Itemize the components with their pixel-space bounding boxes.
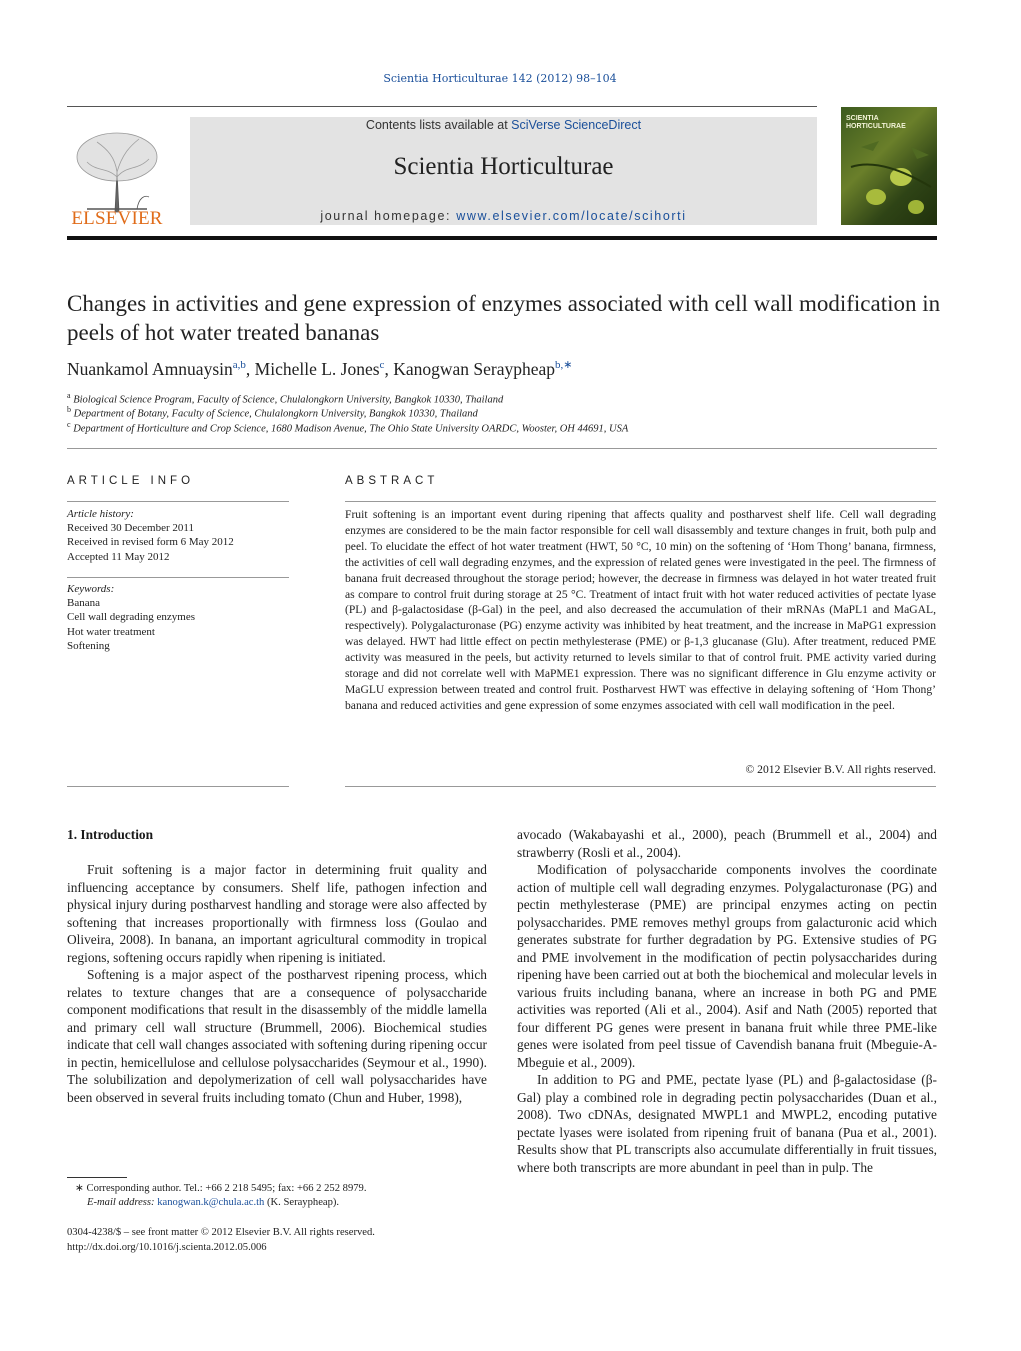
article-info-divider — [67, 501, 289, 502]
cover-title-line2: HORTICULTURAE — [846, 123, 906, 130]
article-title: Changes in activities and gene expression of enzymes associated with cell wall modification in peels of hot water treated bananas — [67, 291, 941, 345]
history-label: Article history: — [67, 508, 134, 520]
author-affil-marker[interactable]: a,b — [232, 359, 246, 371]
abstract-bottom-rule — [345, 786, 936, 787]
footnote-rule — [67, 1177, 127, 1178]
author-name[interactable]: Michelle L. Jones — [254, 358, 380, 379]
introduction-heading: 1. Introduction — [67, 827, 154, 842]
corresponding-author-note: ∗ Corresponding author. Tel.: +66 2 218 5495; fax: +66 2 252 8979. — [75, 1183, 367, 1194]
header-thick-rule — [67, 236, 937, 240]
intro-paragraph: Softening is a major aspect of the postharvest ripening process, which relates to texture changes that are a consequence of polysaccharide component modifications that result in the disassembly of the middle lamella and primary cell wall structure (Brummell, 2006). Biochemical studies indicate that cell wall changes associated with softening during ripening occur in pectin, hemicellulose and cellulose polysaccharides (Seymour et al., 1990). The solubilization and depolymerization of cell wall polysaccharides have been observed in several fruits including tomato (Chun and Huber, 1998), — [67, 967, 487, 1105]
abstract-divider — [345, 501, 936, 502]
abstract-text: Fruit softening is an important event during ripening that affects quality and postharvest shelf life. Cell wall degrading enzymes are considered to be the main factor responsible for cell wall disassembly and texture changes in fruit, both pulp and peel. To elucidate the effect of hot water treatment (HWT, 50 °C, 10 min) on the softening of ‘Hom Thong’ banana, firmness, the activities of cell wall degrading enzymes, and the expression of related genes were investigated in the peel. The firmness of banana fruit decreased throughout the storage period; however, the decrease in firmness was delayed in hot water treated fruit as compare to control fruit during storage at 25 °C. Treatment of intact fruit with hot water reduced activities of pectate lyase (PL) and β-galactosidase (β-Gal) in the peel, and also decreased the accumulation of their mRNAs (MaPL1 and MaGAL, respectively). Polygalacturonase (PG) enzyme activity was inhibited by heat treatment, and the increase in MaPG1 expression was delayed. HWT had little effect on pectin methylesterase (PME) or β-1,3 glucanase (Glu). After treatment, reduced PME activity was measured in the peels, but activity returned to levels similar to that of control fruit. PME activity varied during storage and did not correlate well with MaPME1 expression. There was no significant difference in Glu enzyme activity or MaGLU expression between treated and control fruit. Postharvest HWT was effective in delaying softening of ‘Hom Thong’ banana and reduced activities and gene expression of some enzymes associated with cell wall modification in the peel. — [345, 508, 936, 712]
keywords-block — [67, 582, 289, 653]
intro-paragraph-continuation: avocado (Wakabayashi et al., 2000), peach (Brummell et al., 2004) and strawberry (Rosli et al., 2004). — [517, 827, 937, 860]
affiliation-text: Biological Science Program, Faculty of Science, Chulalongkorn University, Bangkok 10330, Thailand — [73, 394, 504, 406]
email-label: E-mail address: — [87, 1197, 158, 1208]
article-history — [67, 507, 289, 564]
keyword: Hot water treatment — [67, 625, 155, 638]
journal-title: Scientia Horticulturae — [393, 153, 614, 180]
author-affil-marker[interactable]: c — [379, 359, 385, 371]
intro-paragraph: In addition to PG and PME, pectate lyase (PL) and β-galactosidase (β-Gal) play a combined role in degrading pectin polysaccharides (Duan et al., 2008). Two cDNAs, designated MWPL1 and MWPL2, encoding putative pectate lyases were isolated from ripening fruit of banana (Pua et al., 2001). Results show that PL transcripts also accumulate differentially in fruit tissues, where both transcripts are more abundant in peel than in pulp. The — [517, 1072, 937, 1175]
homepage-prefix: journal homepage: — [320, 209, 457, 223]
copyright-notice: © 2012 Elsevier B.V. All rights reserved. — [745, 763, 936, 776]
history-item: Received in revised form 6 May 2012 — [67, 536, 234, 549]
intro-paragraph: Fruit softening is a major factor in determining fruit quality and influencing acceptance by consumers. Shelf life, pathogen infection and physical injury during postharvest handling and storage were also affected by softening that increases proportionally with firmness loss (Goulao and Oliveira, 2008). In banana, an important agricultural commodity in tropical regions, softening occurs rapidly when ripening is initiated. — [67, 862, 487, 965]
article-info-heading: ARTICLE INFO — [67, 475, 195, 487]
author-list: Nuankamol Amnuaysin$^{a,b}$, Michelle L. Jones$^c$, Kanogwan Seraypheap$^{b,∗}$ — [67, 358, 573, 379]
affiliation — [67, 420, 947, 435]
intro-left-column — [67, 861, 487, 1106]
affiliation — [67, 405, 947, 420]
issn-line: 0304-4238/$ – see front matter © 2012 Elsevier B.V. All rights reserved. — [67, 1227, 375, 1238]
affiliation — [67, 391, 947, 406]
journal-cover-image — [841, 107, 937, 225]
author-affil-marker[interactable]: b,∗ — [555, 359, 573, 371]
journal-reference[interactable]: Scientia Horticulturae 142 (2012) 98–104 — [383, 72, 617, 85]
homepage-link[interactable]: www.elsevier.com/locate/scihorti — [456, 209, 687, 223]
sciencedirect-link[interactable]: SciVerse ScienceDirect — [511, 118, 642, 132]
header-divider — [67, 106, 817, 107]
contents-prefix: Contents lists available at — [365, 118, 512, 132]
affiliation-marker: b — [67, 405, 71, 414]
history-item: Received 30 December 2011 — [67, 522, 194, 535]
affiliation-text: Department of Botany, Faculty of Science, Chulalongkorn University, Bangkok 10330, Thailand — [73, 408, 478, 420]
journal-homepage-line — [190, 209, 817, 223]
affiliation-marker: c — [67, 420, 71, 429]
author-name[interactable]: Kanogwan Seraypheap — [393, 358, 556, 379]
intro-paragraph: Modification of polysaccharide components involves the coordinate action of multiple cell wall degrading enzymes. Polygalacturonase (PG) and pectin methylesterase (PME) are principal enzymes acting on pectin polysaccharides. PME removes methyl groups from galacturonic acid which generates substrate for further degradation by PG. Extensive studies of PG and PME involvement in the modification of pectin polysaccharides during ripening have been carried out at both the biochemical and molecular levels in various fruits including banana, where an increase in both PG and PME activities was reported (Ali et al., 2004). Asif and Nath (2005) reported that four different PG genes were present in banana fruit while three PME-like genes were isolated from peel tissue of Cavendish banana fruit (Mbeguie-A-Mbeguie et al., 2009). — [517, 862, 937, 1070]
keyword: Cell wall degrading enzymes — [67, 611, 195, 624]
affiliation-text: Department of Horticulture and Crop Science, 1680 Madison Avenue, The Ohio State University OARDC, Wooster, OH 44691, USA — [73, 423, 629, 435]
keyword: Banana — [67, 597, 100, 610]
history-divider — [67, 577, 289, 578]
affiliation-marker: a — [67, 391, 71, 400]
email-note — [67, 1196, 507, 1211]
doi-link[interactable]: http://dx.doi.org/10.1016/j.scienta.2012.05.006 — [67, 1242, 267, 1253]
article-info-bottom-rule — [67, 786, 289, 787]
affiliation-divider — [67, 448, 937, 449]
intro-right-column — [517, 826, 937, 1176]
olive-illustration-icon — [841, 107, 937, 225]
contents-line — [190, 118, 817, 132]
elsevier-wordmark: ELSEVIER — [71, 208, 163, 229]
keywords-label: Keywords: — [67, 583, 115, 595]
email-link[interactable]: kanogwan.k@chula.ac.th — [157, 1197, 265, 1208]
author-name[interactable]: Nuankamol Amnuaysin — [67, 358, 233, 379]
email-suffix: (K. Seraypheap). — [264, 1197, 340, 1208]
history-item: Accepted 11 May 2012 — [67, 550, 170, 563]
abstract-heading: ABSTRACT — [345, 475, 439, 487]
keyword: Softening — [67, 639, 110, 652]
cover-title-line1: SCIENTIA — [846, 115, 879, 122]
